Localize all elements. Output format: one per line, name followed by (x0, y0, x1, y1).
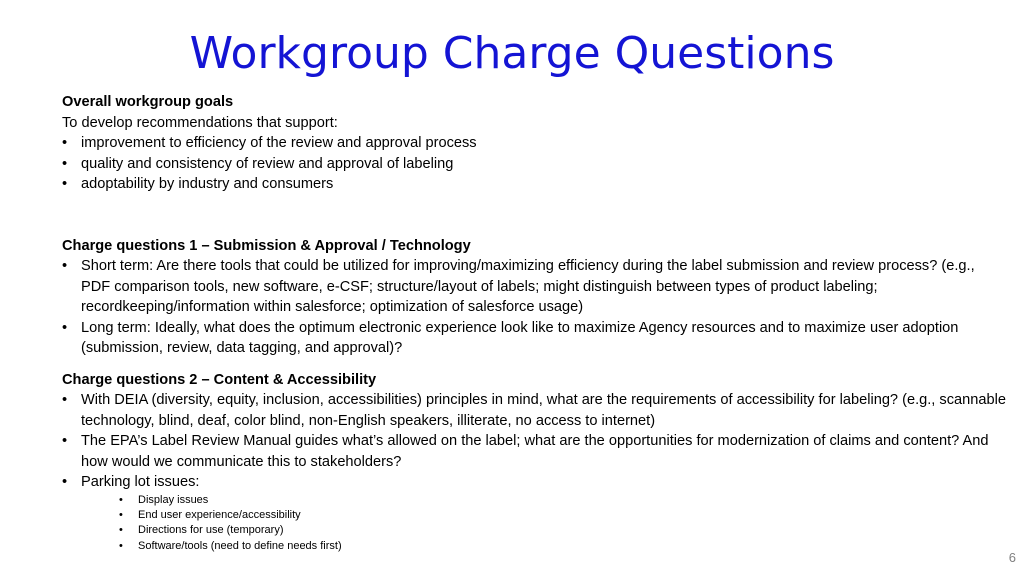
charge1-text: Long term: Ideally, what does the optimum electronic experience look like to maximize Agency resources and to maximize user adoption (submission, review, data tagging, and approval)? (81, 319, 959, 356)
bullet-icon: • (119, 508, 123, 521)
bullet-icon: • (119, 493, 123, 506)
charge1-heading: Charge questions 1 – Submission & Approval / Technology (62, 237, 471, 254)
charge1-text: Short term: Are there tools that could be utilized for improving/maximizing efficiency during the label submission and review process? (e.g., PDF comparison tools, new software, e-CSF; structure/layout of labels; might distinguish between types of product labeling; recordkeeping/information within salesforce; optimization of salesforce usage) (81, 258, 975, 315)
spacer (62, 195, 1007, 236)
page-number: 6 (1008, 550, 1016, 565)
bullet-icon: • (62, 176, 68, 192)
charge2-list (62, 390, 1007, 554)
spacer (62, 359, 1007, 370)
slide-body (62, 92, 1007, 554)
goals-intro: To develop recommendations that support: (62, 114, 338, 131)
goal-text: adoptability by industry and consumers (81, 176, 334, 192)
bullet-icon: • (62, 392, 68, 408)
list-item (119, 493, 1007, 508)
bullet-icon: • (62, 319, 68, 336)
list-item (62, 174, 1007, 195)
bullet-icon: • (62, 135, 68, 151)
charge2-text: The EPA’s Label Review Manual guides what’s allowed on the label; what are the opportunities for modernization of claims and content? And how would we communicate this to stakeholders? (81, 433, 989, 470)
bullet-icon: • (119, 524, 123, 537)
parking-lot-text: Display issues (138, 493, 209, 506)
list-item (119, 508, 1007, 523)
slide-title: Workgroup Charge Questions (189, 28, 835, 79)
charge2-text: Parking lot issues: (81, 474, 200, 490)
goal-text: quality and consistency of review and approval of labeling (81, 155, 454, 172)
parking-lot-text: Software/tools (need to define needs first) (138, 539, 342, 552)
list-item (62, 431, 1007, 472)
list-item (119, 523, 1007, 538)
bullet-icon: • (62, 433, 68, 449)
goal-text: improvement to efficiency of the review and approval process (81, 135, 477, 151)
charge1-list (62, 256, 1007, 359)
bullet-icon: • (119, 539, 123, 552)
list-item (62, 154, 1007, 175)
bullet-icon: • (62, 474, 68, 490)
list-item (62, 133, 1007, 154)
bullet-icon: • (62, 155, 68, 172)
parking-lot-text: Directions for use (temporary) (138, 524, 284, 537)
list-item (62, 472, 1007, 554)
parking-lot-text: End user experience/accessibility (138, 508, 301, 521)
list-item (62, 256, 1007, 318)
list-item (119, 539, 1007, 554)
list-item (62, 318, 1007, 359)
goals-list (62, 133, 1007, 195)
charge2-text: With DEIA (diversity, equity, inclusion, accessibilities) principles in mind, what are the requirements of accessibility for labeling? (e.g., scannable technology, blind, deaf, color blind, non-English speakers, illiterate, no access to internet) (81, 392, 1006, 429)
parking-lot-list (81, 493, 1007, 555)
list-item (62, 390, 1007, 431)
bullet-icon: • (62, 258, 68, 274)
goals-heading: Overall workgroup goals (62, 94, 234, 110)
charge2-heading: Charge questions 2 – Content & Accessibility (62, 371, 377, 388)
